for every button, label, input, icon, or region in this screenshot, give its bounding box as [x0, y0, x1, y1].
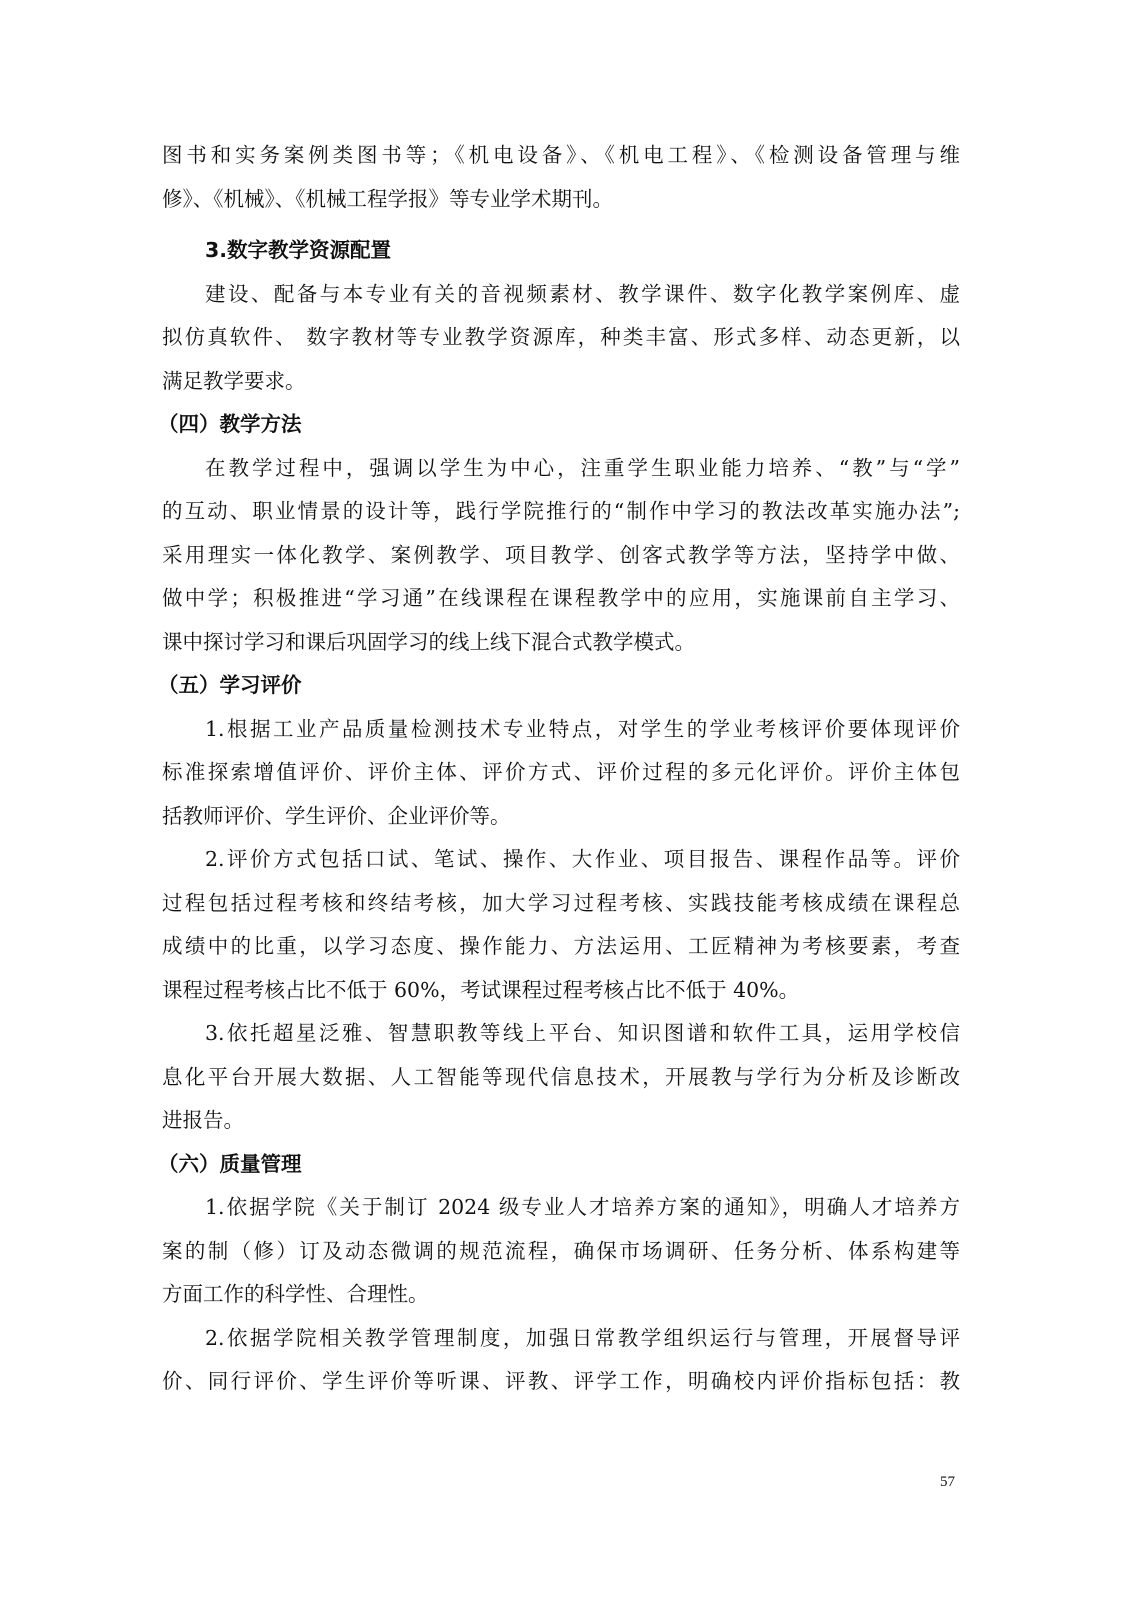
subsection-heading: 3.数字教学资源配置	[205, 238, 392, 262]
paragraph-line: 采用理实一体化教学、案例教学、项目教学、创客式教学等方法，坚持学中做、	[162, 542, 960, 567]
paragraph-line: 方面工作的科学性、合理性。	[162, 1282, 429, 1306]
paragraph-line: 案的制（修）订及动态微调的规范流程，确保市场调研、任务分析、体系构建等	[162, 1238, 960, 1263]
paragraph-line: 拟仿真软件、 数字教材等专业教学资源库，种类丰富、形式多样、动态更新，以	[162, 325, 960, 349]
paragraph-line: 图书和实务案例类图书等；《机电设备》、《机电工程》、《检测设备管理与维	[162, 143, 960, 167]
paragraph-line: 在教学过程中，强调以学生为中心，注重学生职业能力培养、“教”与“学”	[205, 455, 960, 480]
paragraph-line: 标准探索增值评价、评价主体、评价方式、评价过程的多元化评价。评价主体包	[162, 760, 960, 784]
paragraph-line: 2.评价方式包括口试、笔试、操作、大作业、项目报告、课程作品等。评价	[205, 847, 960, 871]
paragraph-line: 价、同行评价、学生评价等听课、评教、评学工作，明确校内评价指标包括：教	[162, 1369, 960, 1393]
paragraph-line: 括教师评价、学生评价、企业评价等。	[162, 803, 511, 828]
paragraph-line: 课中探讨学习和课后巩固学习的线上线下混合式教学模式。	[162, 629, 695, 654]
paragraph-line: 建设、配备与本专业有关的音视频素材、教学课件、数字化教学案例库、虚	[205, 281, 960, 306]
paragraph-line: 息化平台开展大数据、人工智能等现代信息技术，开展教与学行为分析及诊断改	[162, 1064, 960, 1089]
paragraph-line: 1.依据学院《关于制订 2024 级专业人才培养方案的通知》，明确人才培养方	[205, 1195, 960, 1219]
paragraph-line: 2.依据学院相关教学管理制度，加强日常教学组织运行与管理，开展督导评	[205, 1325, 960, 1350]
section-heading: （六）质量管理	[158, 1151, 302, 1176]
paragraph-line: 3.依托超星泛雅、智慧职教等线上平台、知识图谱和软件工具，运用学校信	[205, 1021, 960, 1045]
section-heading: （五）学习评价	[158, 673, 302, 697]
paragraph-line: 进报告。	[162, 1108, 244, 1132]
paragraph-line: 满足教学要求。	[162, 368, 306, 393]
paragraph-line: 做中学；积极推进“学习通”在线课程在课程教学中的应用，实施课前自主学习、	[162, 586, 960, 610]
paragraph-line: 成绩中的比重，以学习态度、操作能力、方法运用、工匠精神为考核要素，考查	[162, 934, 960, 958]
paragraph-line: 的互动、职业情景的设计等，践行学院推行的“制作中学习的教法改革实施办法”;	[162, 499, 960, 523]
section-heading: （四）教学方法	[158, 412, 302, 436]
document-body	[158, 134, 960, 1404]
page-number: 57	[940, 1474, 955, 1490]
paragraph-line: 过程包括过程考核和终结考核，加大学习过程考核、实践技能考核成绩在课程总	[162, 890, 960, 915]
paragraph-line: 1.根据工业产品质量检测技术专业特点，对学生的学业考核评价要体现评价	[205, 716, 960, 741]
paragraph-line: 课程过程考核占比不低于 60%，考试课程过程考核占比不低于 40%。	[162, 977, 800, 1002]
paragraph-line: 修》、《机械》、《机械工程学报》等专业学术期刊。	[162, 186, 613, 211]
